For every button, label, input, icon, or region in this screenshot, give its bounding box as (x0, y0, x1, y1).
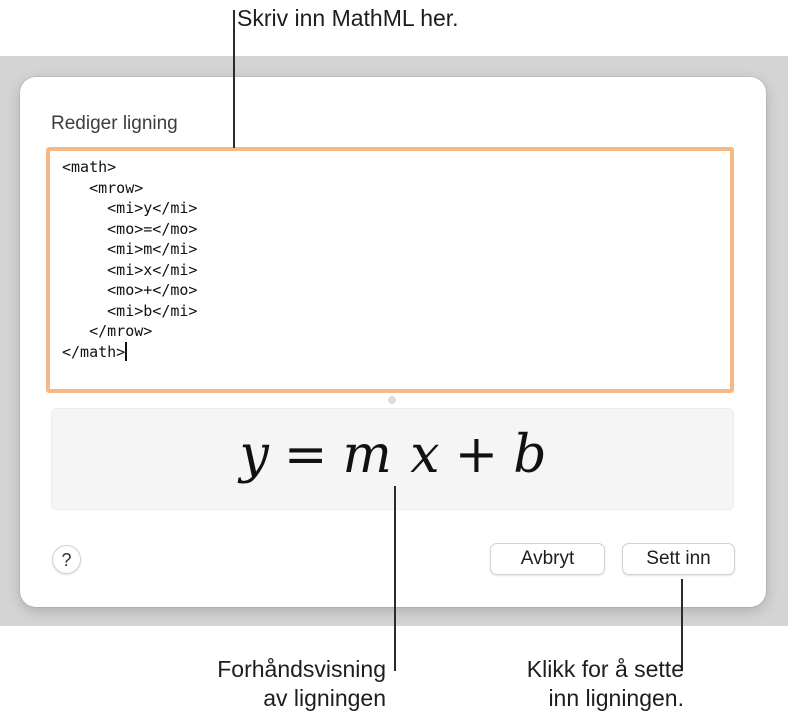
eq-equals: = (283, 425, 329, 485)
code-line: </mrow> (62, 322, 153, 340)
code-line: <mo>=</mo> (62, 219, 198, 238)
resize-handle[interactable] (388, 396, 396, 404)
callout-insert (420, 655, 684, 713)
help-button[interactable]: ? (52, 545, 81, 574)
callout-editor: Skriv inn MathML her. (237, 5, 459, 31)
callout-line-editor (233, 10, 235, 148)
callout-insert-line2: inn ligningen. (548, 685, 684, 711)
eq-b: b (513, 425, 548, 485)
insert-button[interactable]: Sett inn (622, 543, 735, 575)
callout-line-preview (394, 486, 396, 671)
code-line: <mi>m</mi> (62, 240, 198, 258)
callout-preview-line2: av ligningen (263, 685, 386, 711)
equation-preview (51, 408, 734, 510)
code-line: <mi>b</mi> (62, 301, 198, 320)
dialog-title: Rediger ligning (51, 113, 178, 134)
code-line: <mi>x</mi> (62, 260, 198, 279)
eq-m: m (342, 425, 393, 485)
eq-plus: + (454, 425, 500, 485)
code-line: <mo>+</mo> (62, 281, 198, 299)
code-line: <mi>y</mi> (62, 199, 198, 217)
code-line: </math> (62, 342, 126, 361)
eq-x: x (410, 425, 441, 485)
eq-y: y (239, 425, 270, 485)
text-caret (125, 342, 127, 361)
callout-insert-line1: Klikk for å sette (526, 656, 684, 682)
callout-preview (100, 655, 386, 713)
cancel-button[interactable]: Avbryt (490, 543, 605, 575)
code-line: <math> (62, 158, 117, 176)
rendered-equation (52, 423, 735, 487)
code-line: <mrow> (62, 178, 144, 197)
callout-preview-line1: Forhåndsvisning (217, 656, 386, 682)
mathml-editor[interactable] (46, 147, 734, 393)
